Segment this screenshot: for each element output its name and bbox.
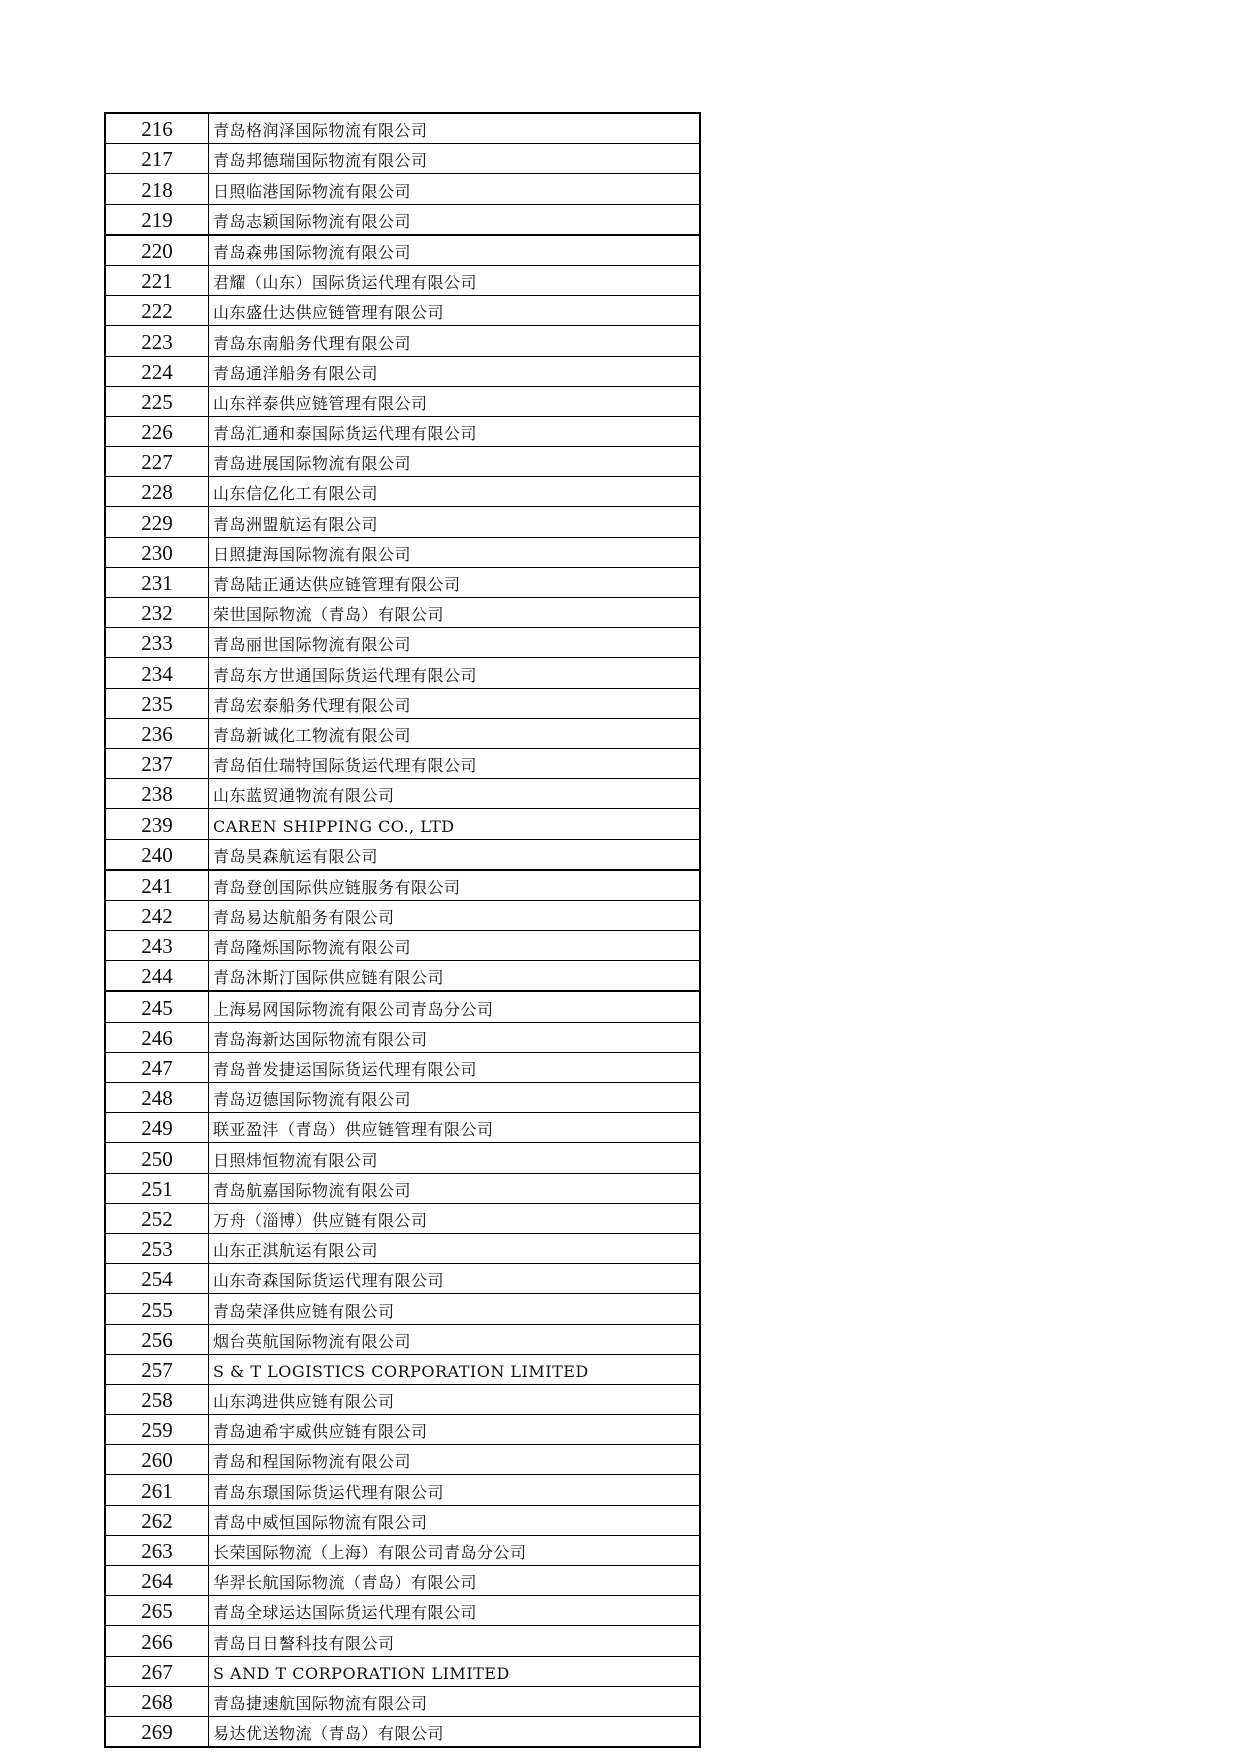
table-row <box>105 900 700 930</box>
row-number: 250 <box>105 1143 209 1173</box>
row-number: 234 <box>105 658 209 688</box>
row-number: 218 <box>105 174 209 204</box>
company-name: 青岛洲盟航运有限公司 <box>209 507 701 537</box>
row-number: 261 <box>105 1475 209 1505</box>
company-name: 青岛进展国际物流有限公司 <box>209 447 701 477</box>
company-name: 青岛沐斯汀国际供应链有限公司 <box>209 961 701 992</box>
company-name: 青岛和程国际物流有限公司 <box>209 1445 701 1475</box>
company-name: 华羿长航国际物流（青岛）有限公司 <box>209 1566 701 1596</box>
table-row <box>105 1203 700 1233</box>
table-row <box>105 1354 700 1384</box>
company-name: 山东奇森国际货运代理有限公司 <box>209 1264 701 1294</box>
row-number: 252 <box>105 1203 209 1233</box>
company-name: 青岛易达航船务有限公司 <box>209 900 701 930</box>
table-row <box>105 598 700 628</box>
row-number: 248 <box>105 1083 209 1113</box>
table-row <box>105 477 700 507</box>
company-name: 君耀（山东）国际货运代理有限公司 <box>209 265 701 295</box>
company-name: 烟台英航国际物流有限公司 <box>209 1324 701 1354</box>
row-number: 251 <box>105 1173 209 1203</box>
table-row <box>105 1626 700 1656</box>
row-number: 228 <box>105 477 209 507</box>
table-row <box>105 718 700 748</box>
row-number: 260 <box>105 1445 209 1475</box>
row-number: 233 <box>105 628 209 658</box>
table-row <box>105 1475 700 1505</box>
table-row <box>105 1596 700 1626</box>
row-number: 226 <box>105 416 209 446</box>
table-row <box>105 113 700 144</box>
row-number: 243 <box>105 931 209 961</box>
row-number: 230 <box>105 537 209 567</box>
row-number: 224 <box>105 356 209 386</box>
company-name: 青岛海新达国际物流有限公司 <box>209 1022 701 1052</box>
company-name: 青岛航嘉国际物流有限公司 <box>209 1173 701 1203</box>
company-name: 青岛通洋船务有限公司 <box>209 356 701 386</box>
table-row <box>105 628 700 658</box>
table-row <box>105 748 700 778</box>
row-number: 222 <box>105 296 209 326</box>
row-number: 259 <box>105 1415 209 1445</box>
row-number: 229 <box>105 507 209 537</box>
table-row <box>105 356 700 386</box>
table-row <box>105 658 700 688</box>
table-row <box>105 507 700 537</box>
table-row <box>105 265 700 295</box>
row-number: 264 <box>105 1566 209 1596</box>
company-name: 青岛捷速航国际物流有限公司 <box>209 1686 701 1716</box>
row-number: 263 <box>105 1535 209 1565</box>
table-row <box>105 1173 700 1203</box>
company-name: 青岛森弗国际物流有限公司 <box>209 235 701 266</box>
row-number: 236 <box>105 718 209 748</box>
row-number: 239 <box>105 809 209 839</box>
company-name: 山东信亿化工有限公司 <box>209 477 701 507</box>
row-number: 258 <box>105 1384 209 1414</box>
row-number: 223 <box>105 326 209 356</box>
table-row <box>105 1294 700 1324</box>
company-name: 青岛新诚化工物流有限公司 <box>209 718 701 748</box>
table-row <box>105 1143 700 1173</box>
row-number: 240 <box>105 839 209 870</box>
table-row <box>105 447 700 477</box>
row-number: 241 <box>105 870 209 901</box>
table-row <box>105 688 700 718</box>
company-name: CAREN SHIPPING CO., LTD <box>209 809 701 839</box>
company-name: 青岛登创国际供应链服务有限公司 <box>209 870 701 901</box>
table-row <box>105 809 700 839</box>
row-number: 256 <box>105 1324 209 1354</box>
company-name: 青岛邦德瑞国际物流有限公司 <box>209 144 701 174</box>
table-row <box>105 1052 700 1082</box>
company-name: 山东祥泰供应链管理有限公司 <box>209 386 701 416</box>
table-row <box>105 174 700 204</box>
company-name: 山东正淇航运有限公司 <box>209 1233 701 1263</box>
table-row <box>105 1716 700 1747</box>
company-name: 青岛荣泽供应链有限公司 <box>209 1294 701 1324</box>
company-name: 青岛汇通和泰国际货运代理有限公司 <box>209 416 701 446</box>
company-name: 山东盛仕达供应链管理有限公司 <box>209 296 701 326</box>
row-number: 227 <box>105 447 209 477</box>
company-name: 青岛丽世国际物流有限公司 <box>209 628 701 658</box>
row-number: 255 <box>105 1294 209 1324</box>
company-name: 日照炜恒物流有限公司 <box>209 1143 701 1173</box>
row-number: 253 <box>105 1233 209 1263</box>
row-number: 231 <box>105 567 209 597</box>
table-row <box>105 870 700 901</box>
row-number: 265 <box>105 1596 209 1626</box>
table-row <box>105 1083 700 1113</box>
table-row <box>105 991 700 1022</box>
company-name: 青岛东南船务代理有限公司 <box>209 326 701 356</box>
table-row <box>105 386 700 416</box>
row-number: 232 <box>105 598 209 628</box>
row-number: 245 <box>105 991 209 1022</box>
company-name: 日照临港国际物流有限公司 <box>209 174 701 204</box>
table-row <box>105 416 700 446</box>
table-row <box>105 931 700 961</box>
table-row <box>105 326 700 356</box>
table-row <box>105 567 700 597</box>
table-row <box>105 1566 700 1596</box>
row-number: 247 <box>105 1052 209 1082</box>
company-name: S & T LOGISTICS CORPORATION LIMITED <box>209 1354 701 1384</box>
table-row <box>105 537 700 567</box>
row-number: 266 <box>105 1626 209 1656</box>
table-row <box>105 1324 700 1354</box>
table-row <box>105 1264 700 1294</box>
table-row <box>105 1505 700 1535</box>
company-name: 青岛迈德国际物流有限公司 <box>209 1083 701 1113</box>
table-row <box>105 1233 700 1263</box>
table-row <box>105 235 700 266</box>
row-number: 216 <box>105 113 209 144</box>
row-number: 221 <box>105 265 209 295</box>
company-name: 青岛陆正通达供应链管理有限公司 <box>209 567 701 597</box>
table-row <box>105 1022 700 1052</box>
company-name: 青岛佰仕瑞特国际货运代理有限公司 <box>209 748 701 778</box>
table-row <box>105 296 700 326</box>
company-name: 青岛昊森航运有限公司 <box>209 839 701 870</box>
row-number: 254 <box>105 1264 209 1294</box>
company-name: 易达优送物流（青岛）有限公司 <box>209 1716 701 1747</box>
company-name: 联亚盈沣（青岛）供应链管理有限公司 <box>209 1113 701 1143</box>
table-row <box>105 1535 700 1565</box>
company-name: 青岛全球运达国际货运代理有限公司 <box>209 1596 701 1626</box>
company-name: 青岛中威恒国际物流有限公司 <box>209 1505 701 1535</box>
company-name: 青岛普发捷运国际货运代理有限公司 <box>209 1052 701 1082</box>
row-number: 257 <box>105 1354 209 1384</box>
table-row <box>105 1686 700 1716</box>
row-number: 267 <box>105 1656 209 1686</box>
row-number: 237 <box>105 748 209 778</box>
row-number: 235 <box>105 688 209 718</box>
company-name: 山东鸿进供应链有限公司 <box>209 1384 701 1414</box>
company-list-table <box>104 112 701 1748</box>
row-number: 217 <box>105 144 209 174</box>
company-name: 青岛日日謷科技有限公司 <box>209 1626 701 1656</box>
row-number: 220 <box>105 235 209 266</box>
table-row <box>105 1656 700 1686</box>
company-name: 长荣国际物流（上海）有限公司青岛分公司 <box>209 1535 701 1565</box>
company-name: 日照捷海国际物流有限公司 <box>209 537 701 567</box>
company-name: 万舟（淄博）供应链有限公司 <box>209 1203 701 1233</box>
row-number: 238 <box>105 779 209 809</box>
table-row <box>105 1445 700 1475</box>
company-name: 青岛志颖国际物流有限公司 <box>209 204 701 235</box>
table-row <box>105 1113 700 1143</box>
company-name: 青岛宏泰船务代理有限公司 <box>209 688 701 718</box>
row-number: 242 <box>105 900 209 930</box>
table-row <box>105 839 700 870</box>
company-name: 上海易网国际物流有限公司青岛分公司 <box>209 991 701 1022</box>
row-number: 262 <box>105 1505 209 1535</box>
row-number: 249 <box>105 1113 209 1143</box>
row-number: 219 <box>105 204 209 235</box>
table-row <box>105 204 700 235</box>
table-row <box>105 1384 700 1414</box>
company-name: 青岛隆烁国际物流有限公司 <box>209 931 701 961</box>
row-number: 269 <box>105 1716 209 1747</box>
company-name: 荣世国际物流（青岛）有限公司 <box>209 598 701 628</box>
table-row <box>105 779 700 809</box>
company-name: 青岛格润泽国际物流有限公司 <box>209 113 701 144</box>
table-row <box>105 961 700 992</box>
row-number: 244 <box>105 961 209 992</box>
table-row <box>105 144 700 174</box>
company-name: 青岛东璟国际货运代理有限公司 <box>209 1475 701 1505</box>
company-name: 山东蓝贸通物流有限公司 <box>209 779 701 809</box>
row-number: 246 <box>105 1022 209 1052</box>
row-number: 225 <box>105 386 209 416</box>
row-number: 268 <box>105 1686 209 1716</box>
company-name: 青岛迪希宇威供应链有限公司 <box>209 1415 701 1445</box>
table-row <box>105 1415 700 1445</box>
company-name: 青岛东方世通国际货运代理有限公司 <box>209 658 701 688</box>
company-name: S AND T CORPORATION LIMITED <box>209 1656 701 1686</box>
